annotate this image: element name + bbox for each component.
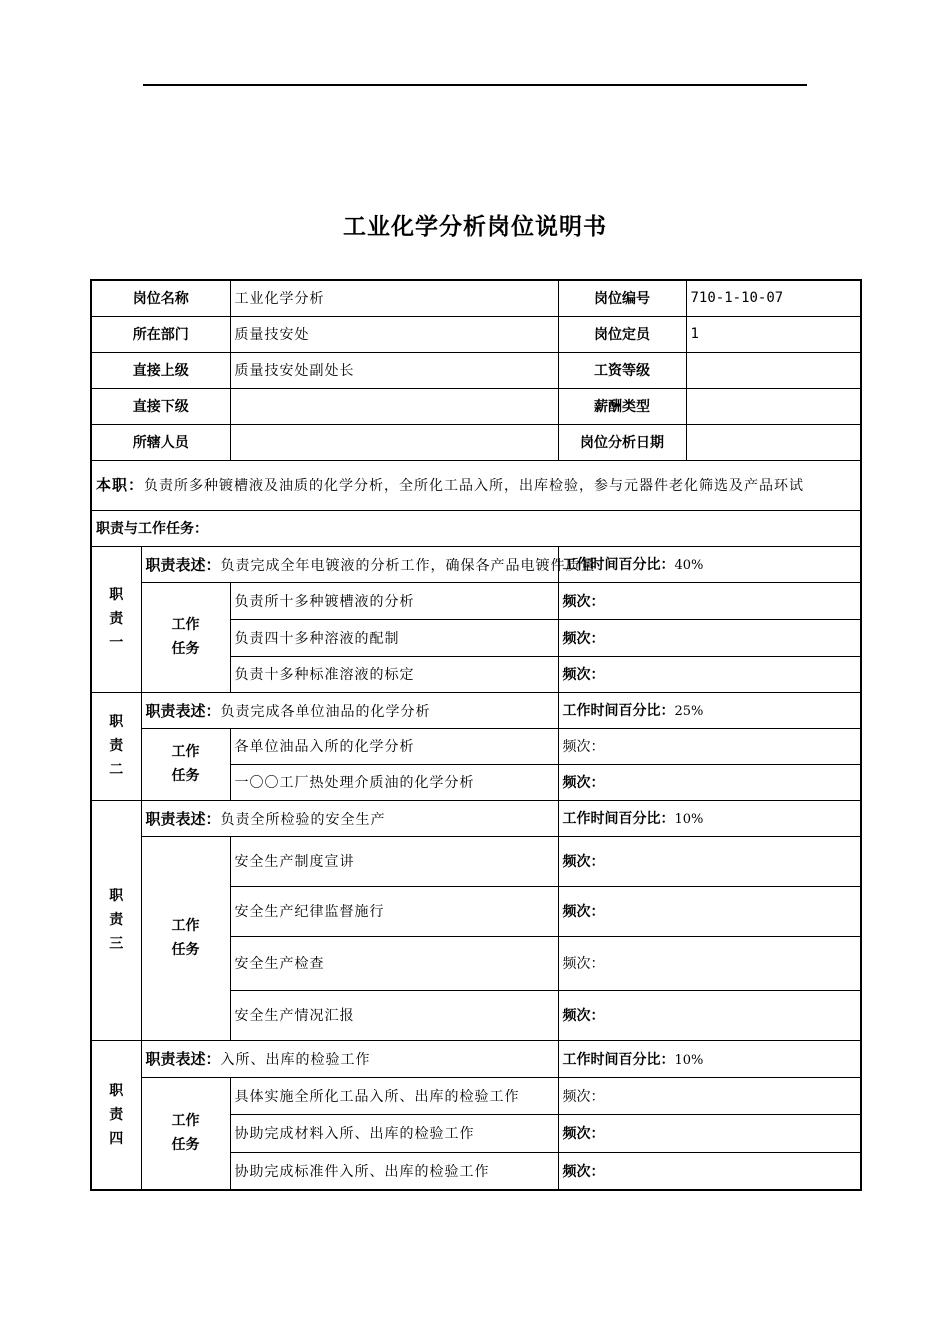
task-frequency: 频次： bbox=[558, 836, 861, 886]
duty-desc-text: 负责完成全年电镀液的分析工作，确保各产品电镀件质量 bbox=[220, 557, 596, 574]
task-frequency: 频次： bbox=[558, 1114, 861, 1152]
task-text: 各单位油品入所的化学分析 bbox=[230, 728, 558, 764]
task-frequency: 频次： bbox=[558, 1077, 861, 1114]
task-text: 安全生产纪律监督施行 bbox=[230, 886, 558, 936]
role-row bbox=[91, 460, 861, 510]
task-text: 负责四十多种溶液的配制 bbox=[230, 619, 558, 656]
duty-pct-cell bbox=[558, 546, 861, 582]
duty-name: 职责三 bbox=[109, 888, 124, 952]
duties-header: 职责与工作任务： bbox=[91, 510, 861, 546]
duty-desc-row bbox=[91, 546, 861, 582]
position-code-label: 岗位编号 bbox=[558, 280, 686, 316]
document-title: 工业化学分析岗位说明书 bbox=[343, 214, 607, 240]
position-name-value: 工业化学分析 bbox=[230, 280, 558, 316]
duty-pct-label: 工作时间百分比： bbox=[562, 1051, 675, 1068]
task-label-cell bbox=[141, 836, 230, 1040]
analysis-date-label: 岗位分析日期 bbox=[558, 424, 686, 460]
task-frequency: 频次： bbox=[558, 656, 861, 692]
task-text: 一〇〇工厂热处理介质油的化学分析 bbox=[230, 764, 558, 800]
duty-desc-cell bbox=[141, 546, 596, 582]
info-row bbox=[91, 280, 861, 316]
task-text: 协助完成标准件入所、出库的检验工作 bbox=[230, 1152, 558, 1190]
duty-pct-cell bbox=[558, 1040, 861, 1077]
staff-value bbox=[230, 424, 558, 460]
role-text: 负责所多种镀槽液及油质的化学分析，全所化工品入所，出库检验，参与元器件老化筛选及产品环试 bbox=[144, 477, 805, 494]
duty-name: 职责二 bbox=[109, 714, 124, 778]
task-text: 负责十多种标准溶液的标定 bbox=[230, 656, 558, 692]
task-frequency: 频次： bbox=[558, 582, 861, 619]
duty-desc-text: 入所、出库的检验工作 bbox=[220, 1052, 371, 1068]
task-row bbox=[91, 1077, 861, 1114]
duty-pct-value: 40% bbox=[674, 558, 704, 573]
duty-pct-label: 工作时间百分比： bbox=[562, 557, 675, 573]
duty-pct-value: 25% bbox=[674, 704, 704, 719]
task-label-cell bbox=[141, 1077, 230, 1190]
task-frequency: 频次： bbox=[558, 619, 861, 656]
subordinate-label: 直接下级 bbox=[91, 388, 230, 424]
duty-desc-label: 职责表述： bbox=[145, 701, 221, 720]
role-label: 本职： bbox=[96, 475, 145, 494]
duty-pct-cell bbox=[558, 800, 861, 836]
duty-desc-cell bbox=[141, 800, 558, 836]
task-text: 协助完成材料入所、出库的检验工作 bbox=[230, 1114, 558, 1152]
headcount-label: 岗位定员 bbox=[558, 316, 686, 352]
task-text: 安全生产情况汇报 bbox=[230, 990, 558, 1040]
duty-desc-label: 职责表述： bbox=[145, 809, 221, 828]
duty-desc-text: 负责完成各单位油品的化学分析 bbox=[220, 703, 431, 720]
duty-desc-row bbox=[91, 800, 861, 836]
info-row bbox=[91, 424, 861, 460]
task-row bbox=[91, 836, 861, 886]
salary-grade-value bbox=[686, 352, 861, 388]
analysis-date-value bbox=[686, 424, 861, 460]
task-text: 安全生产制度宣讲 bbox=[230, 836, 558, 886]
duty-name: 职责四 bbox=[109, 1082, 124, 1147]
duty-desc-cell bbox=[141, 1040, 558, 1077]
duty-desc-row bbox=[91, 1040, 861, 1077]
task-text: 安全生产检查 bbox=[230, 936, 558, 990]
staff-label: 所辖人员 bbox=[91, 424, 230, 460]
salary-grade-label: 工资等级 bbox=[558, 352, 686, 388]
duty-desc-cell bbox=[141, 692, 558, 728]
duty-desc-text: 负责全所检验的安全生产 bbox=[220, 811, 386, 828]
position-name-label: 岗位名称 bbox=[91, 280, 230, 316]
duty-pct-cell bbox=[558, 692, 861, 728]
headcount-value: 1 bbox=[686, 316, 861, 352]
task-label: 工作任务 bbox=[171, 918, 200, 958]
duty-name-cell bbox=[91, 546, 141, 692]
duty-desc-row bbox=[91, 692, 861, 728]
info-row bbox=[91, 388, 861, 424]
duty-name: 职责一 bbox=[109, 587, 124, 651]
duties-header-row bbox=[91, 510, 861, 546]
task-label-cell bbox=[141, 582, 230, 692]
task-label: 工作任务 bbox=[171, 744, 200, 784]
task-label: 工作任务 bbox=[171, 1113, 200, 1154]
position-code-value: 710-1-10-07 bbox=[686, 280, 861, 316]
department-label: 所在部门 bbox=[91, 316, 230, 352]
duty-pct-value: 10% bbox=[674, 812, 704, 827]
duty-pct-label: 工作时间百分比： bbox=[562, 811, 675, 827]
task-row bbox=[91, 728, 861, 764]
duty-pct-value: 10% bbox=[674, 1052, 704, 1068]
duty-desc-label: 职责表述： bbox=[145, 1050, 221, 1068]
duty-name-cell bbox=[91, 800, 141, 1040]
header-rule bbox=[143, 84, 807, 86]
task-frequency: 频次： bbox=[558, 886, 861, 936]
task-frequency: 频次： bbox=[558, 936, 861, 990]
task-label: 工作任务 bbox=[171, 617, 200, 657]
role-cell bbox=[91, 460, 861, 510]
job-description-table bbox=[90, 279, 862, 1191]
info-row bbox=[91, 316, 861, 352]
task-frequency: 频次： bbox=[558, 1152, 861, 1190]
info-row bbox=[91, 352, 861, 388]
duty-pct-label: 工作时间百分比： bbox=[562, 703, 675, 719]
pay-type-label: 薪酬类型 bbox=[558, 388, 686, 424]
duty-name-cell bbox=[91, 692, 141, 800]
duty-desc-label: 职责表述： bbox=[145, 555, 221, 574]
superior-value: 质量技安处副处长 bbox=[230, 352, 558, 388]
task-frequency: 频次： bbox=[558, 728, 861, 764]
task-text: 具体实施全所化工品入所、出库的检验工作 bbox=[230, 1077, 558, 1114]
task-label-cell bbox=[141, 728, 230, 800]
subordinate-value bbox=[230, 388, 558, 424]
duty-name-cell bbox=[91, 1040, 141, 1190]
task-frequency: 频次： bbox=[558, 764, 861, 800]
task-row bbox=[91, 582, 861, 619]
task-frequency: 频次： bbox=[558, 990, 861, 1040]
task-text: 负责所十多种镀槽液的分析 bbox=[230, 582, 558, 619]
pay-type-value bbox=[686, 388, 861, 424]
superior-label: 直接上级 bbox=[91, 352, 230, 388]
department-value: 质量技安处 bbox=[230, 316, 558, 352]
